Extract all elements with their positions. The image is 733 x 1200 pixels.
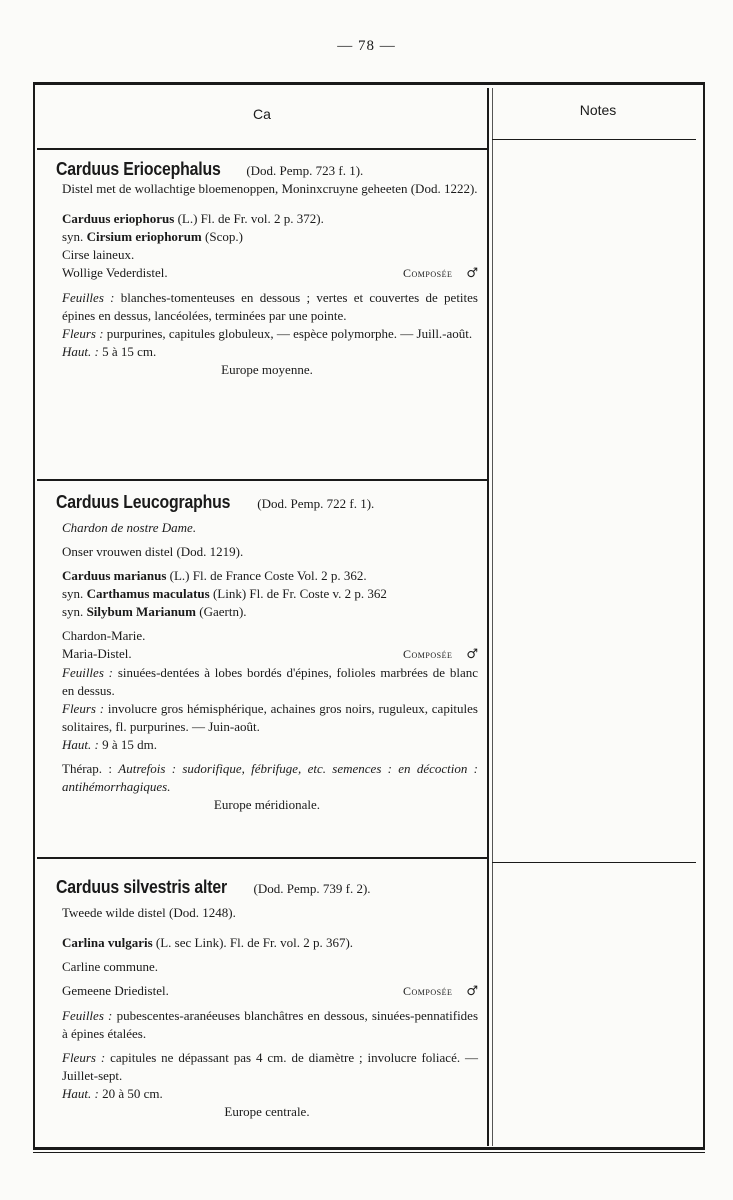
therap-text: Autrefois : sudorifique, fébrifuge, etc. semences : en décoction : antihémorrhagiques. xyxy=(62,761,479,794)
entry-title: Carduus Leucographus xyxy=(56,492,231,512)
common-name-de: Gemeene Driedistel. xyxy=(62,983,169,998)
column-divider-inner xyxy=(492,88,493,1146)
synonym-ref: (Scop.) xyxy=(205,229,243,244)
fleurs-text: purpurines, capitules globuleux, — espèce polymorphe. — Juill.-août. xyxy=(106,326,473,341)
dutch-name: Tweede wilde distel (Dod. 1248). xyxy=(62,905,236,920)
common-name-fr: Chardon-Marie. xyxy=(62,628,146,643)
region: Europe moyenne. xyxy=(221,362,313,377)
feuilles-text: sinuées-dentées à lobes bordés d'épines, folioles marbrées de blanc en dessus. xyxy=(62,665,478,698)
therap-label: Thérap. : xyxy=(62,761,112,776)
synonym-name: Cirsium eriophorum xyxy=(86,229,202,244)
common-name-de: Maria-Distel. xyxy=(62,646,132,661)
region: Europe méridionale. xyxy=(213,797,321,812)
syn-label: syn. xyxy=(62,604,84,619)
male-symbol-icon: ♂ xyxy=(466,266,478,281)
column-header-ca: Ca xyxy=(253,106,271,122)
synonym-name: Carthamus maculatus xyxy=(86,586,210,601)
accepted-name-ref: (L. sec Link). Fl. de Fr. vol. 2 p. 367). xyxy=(155,935,354,950)
table-bottom-rule xyxy=(33,1152,705,1153)
notes-separator-2 xyxy=(492,862,696,863)
feuilles-label: Feuilles : xyxy=(62,1008,113,1023)
syn-label: syn. xyxy=(62,586,84,601)
feuilles-label: Feuilles : xyxy=(62,290,115,305)
fleurs-text: capitules ne dépassant pas 4 cm. de diamètre ; involucre foliacé. — Juillet-sept. xyxy=(62,1050,478,1083)
dutch-name: Distel met de wollachtige bloemenoppen, Moninxcruyne geheeten (Dod. 1222). xyxy=(62,181,478,196)
column-header-notes: Notes xyxy=(579,102,617,118)
haut-text: 20 à 50 cm. xyxy=(102,1086,163,1101)
common-name-fr: Carline commune. xyxy=(62,959,159,974)
synonym-ref: (Link) Fl. de Fr. Coste v. 2 p. 362 xyxy=(212,586,387,601)
haut-text: 5 à 15 cm. xyxy=(102,344,157,359)
feuilles-text: pubescentes-aranéeuses blanchâtres en dessous, sinuées-pennatifides à épines étalées. xyxy=(62,1008,479,1041)
male-symbol-icon: ♂ xyxy=(466,984,478,999)
column-divider xyxy=(487,88,489,1146)
family-label: Composée xyxy=(403,984,453,998)
fleurs-text: involucre gros hémisphérique, achaines gros noirs, ruguleux, capitules solitaires, fl. purpurines. — Juin-août. xyxy=(62,701,478,734)
header-rule-left xyxy=(37,148,487,150)
haut-text: 9 à 15 dm. xyxy=(102,737,157,752)
common-name-de: Wollige Vederdistel. xyxy=(62,265,168,280)
fleurs-label: Fleurs : xyxy=(62,326,104,341)
fleurs-label: Fleurs : xyxy=(62,1050,106,1065)
haut-label: Haut. : xyxy=(62,737,99,752)
male-symbol-icon: ♂ xyxy=(466,647,478,662)
family-label: Composée xyxy=(403,647,453,661)
dutch-name: Onser vrouwen distel (Dod. 1219). xyxy=(62,544,244,559)
page-number: — 78 — xyxy=(337,38,396,54)
family-label: Composée xyxy=(403,266,453,280)
synonym-ref: (Gaertn). xyxy=(199,604,247,619)
entry-title: Carduus silvestris alter xyxy=(56,877,227,897)
accepted-name: Carlina vulgaris xyxy=(62,935,153,950)
header-rule-right xyxy=(492,139,696,140)
common-name-fr: Cirse laineux. xyxy=(62,247,135,262)
accepted-name-ref: (L.) Fl. de Fr. vol. 2 p. 372). xyxy=(177,211,324,226)
entry-reference: (Dod. Pemp. 739 f. 2). xyxy=(253,881,371,896)
entry-carduus-leucographus xyxy=(56,493,478,814)
accepted-name: Carduus eriophorus xyxy=(62,211,175,226)
entry-carduus-silvestris-alter xyxy=(56,878,478,1121)
entry-reference: (Dod. Pemp. 723 f. 1). xyxy=(246,163,364,178)
synonym-name: Silybum Marianum xyxy=(86,604,196,619)
haut-label: Haut. : xyxy=(62,1086,99,1101)
feuilles-text: blanches-tomenteuses en dessous ; vertes et couvertes de petites épines en dessus, lancéolées, terminées par une pointe. xyxy=(62,290,478,323)
fleurs-label: Fleurs : xyxy=(62,701,105,716)
chardon-name: Chardon de nostre Dame. xyxy=(62,520,197,535)
accepted-name: Carduus marianus xyxy=(62,568,167,583)
syn-label: syn. xyxy=(62,229,84,244)
entry-title: Carduus Eriocephalus xyxy=(56,159,221,179)
feuilles-label: Feuilles : xyxy=(62,665,114,680)
accepted-name-ref: (L.) Fl. de France Coste Vol. 2 p. 362. xyxy=(169,568,367,583)
haut-label: Haut. : xyxy=(62,344,99,359)
entry-separator-2 xyxy=(37,857,487,859)
entry-carduus-eriocephalus xyxy=(56,160,478,379)
region: Europe centrale. xyxy=(224,1104,310,1119)
entry-reference: (Dod. Pemp. 722 f. 1). xyxy=(257,496,375,511)
entry-separator-1 xyxy=(37,479,487,481)
